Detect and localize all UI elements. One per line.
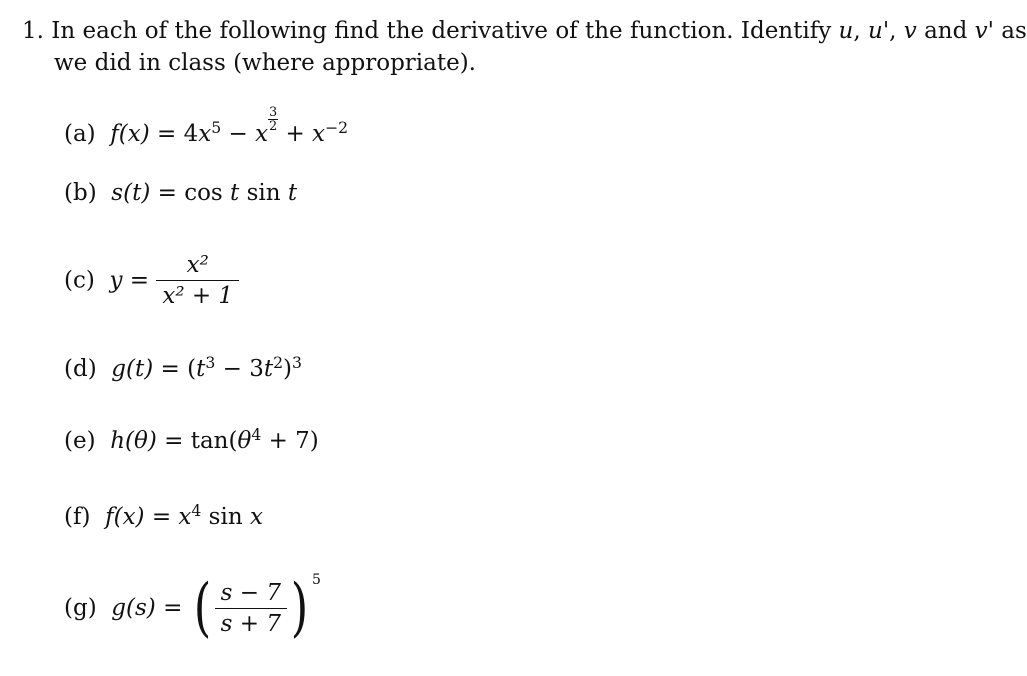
item-expression: $4x^5 - x$ $\frac{3}{2}$ + $x^{-2}$	[183, 104, 349, 148]
problem-number: 1.	[22, 18, 44, 44]
fraction-denominator: x² + 1	[162, 283, 234, 309]
item-label: (g)	[64, 595, 97, 621]
item-expression: cos t sin t	[184, 180, 298, 206]
item-lhs: f(x) =	[110, 121, 177, 148]
item-expression: $x^4$ sin x	[178, 501, 263, 530]
item-lhs: f(x) =	[105, 504, 172, 530]
item-d	[64, 353, 302, 382]
item-c	[64, 252, 239, 309]
var-v: v	[903, 18, 917, 44]
item-lhs: y =	[109, 267, 150, 294]
item-f	[64, 501, 263, 530]
item-b	[64, 180, 297, 206]
item-lhs: g(t) =	[111, 356, 180, 382]
problem-statement-line1: 1. In each of the following find the derivative of the function. Identify u, u', v and v' as	[22, 18, 1027, 44]
item-label: (e)	[64, 428, 96, 454]
fraction-numerator: x²	[156, 252, 239, 281]
fraction-denominator: s + 7	[220, 610, 281, 637]
problem-text: In each of the following find the derivative of the function. Identify	[51, 18, 832, 44]
left-paren: (	[193, 571, 211, 645]
item-label: (a)	[64, 121, 96, 148]
item-g	[64, 571, 321, 645]
item-label: (d)	[64, 356, 97, 382]
and-word: and	[924, 18, 968, 44]
fraction	[156, 252, 239, 309]
item-lhs: s(t) =	[111, 180, 177, 206]
fraction	[215, 580, 287, 637]
item-label: (f)	[64, 504, 91, 530]
item-expression: $\tan(\theta^4 + 7)$	[190, 425, 319, 454]
item-a	[64, 106, 348, 147]
item-label: (b)	[64, 180, 97, 206]
var-u-prime: u'	[868, 18, 890, 44]
var-v-prime: v'	[974, 18, 994, 44]
right-paren: )	[290, 571, 309, 645]
item-lhs: h(θ) =	[110, 428, 184, 454]
as-word: as	[1001, 18, 1027, 44]
item-expression: $(t^3 - 3t^2)^3$	[187, 353, 302, 382]
problem-statement-line2: we did in class (where appropriate).	[54, 50, 476, 76]
exponent: 5	[311, 572, 321, 588]
item-lhs: g(s) =	[111, 595, 183, 621]
fraction-numerator: s − 7	[215, 580, 287, 609]
item-label: (c)	[64, 267, 95, 294]
var-u: u	[838, 18, 854, 44]
item-e	[64, 425, 319, 454]
